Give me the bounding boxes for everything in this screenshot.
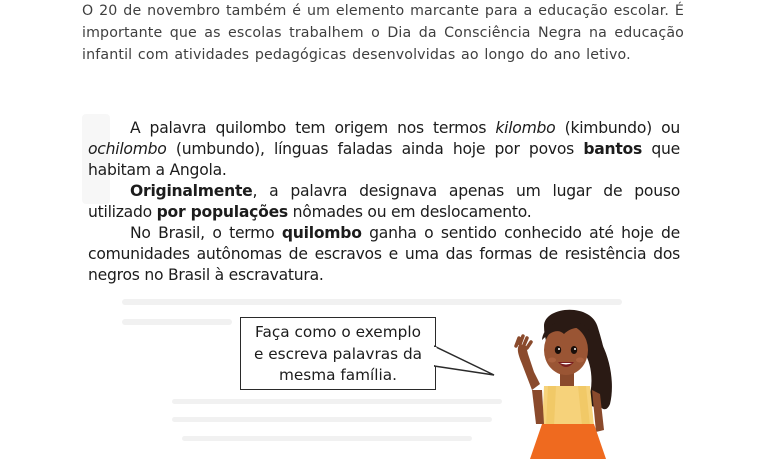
reading-paragraph-3 — [88, 223, 680, 286]
worksheet-image — [82, 104, 686, 459]
text-segment: A palavra quilombo tem origem nos termos — [130, 119, 496, 137]
reading-paragraph-1 — [88, 118, 680, 181]
faint-line — [122, 319, 232, 325]
text-segment: , a palavra designava apenas um lugar de pouso utilizado — [88, 182, 680, 221]
speech-line: Faça como o exemplo — [255, 323, 421, 341]
speech-bubble — [240, 317, 436, 390]
text-segment: nômades ou em deslocamento. — [287, 203, 532, 221]
term-kilombo: kilombo — [495, 119, 556, 137]
term-bantos: bantos — [583, 140, 643, 158]
reading-paragraph-2 — [88, 181, 680, 223]
term-quilombo: quilombo — [281, 224, 362, 242]
term-populacoes: por populações — [156, 203, 288, 221]
text-segment: (kimbundo) ou — [555, 119, 680, 137]
intro-paragraph: O 20 de novembro também é um elemento marcante para a educação escolar. É importante que as escolas trabalhem o Dia da Consciência Negra na educação infantil com atividades pedagógicas desenvolvidas ao longo do ano letivo. — [82, 3, 684, 63]
speech-line: e escreva palavras da — [253, 344, 423, 363]
speech-line: mesma família. — [278, 366, 398, 384]
text-segment: (umbundo), línguas faladas ainda hoje por povos — [166, 140, 584, 158]
faint-line — [172, 399, 502, 404]
text-segment: que habitam a Angola. — [88, 140, 680, 179]
text-segment: No Brasil, o termo — [130, 224, 282, 242]
reading-text — [88, 118, 680, 286]
speech-bubble-tail — [434, 342, 496, 382]
text-segment: ganha o sentido conhecido até hoje de comunidades autônomas de escravos e uma das formas de resistência dos negros no Brasil à escravatura. — [88, 224, 680, 284]
faint-line — [172, 417, 492, 422]
faint-line — [182, 436, 472, 441]
girl-illustration — [514, 304, 626, 459]
term-originalmente: Originalmente — [130, 182, 253, 200]
term-ochilombo: ochilombo — [88, 140, 167, 158]
